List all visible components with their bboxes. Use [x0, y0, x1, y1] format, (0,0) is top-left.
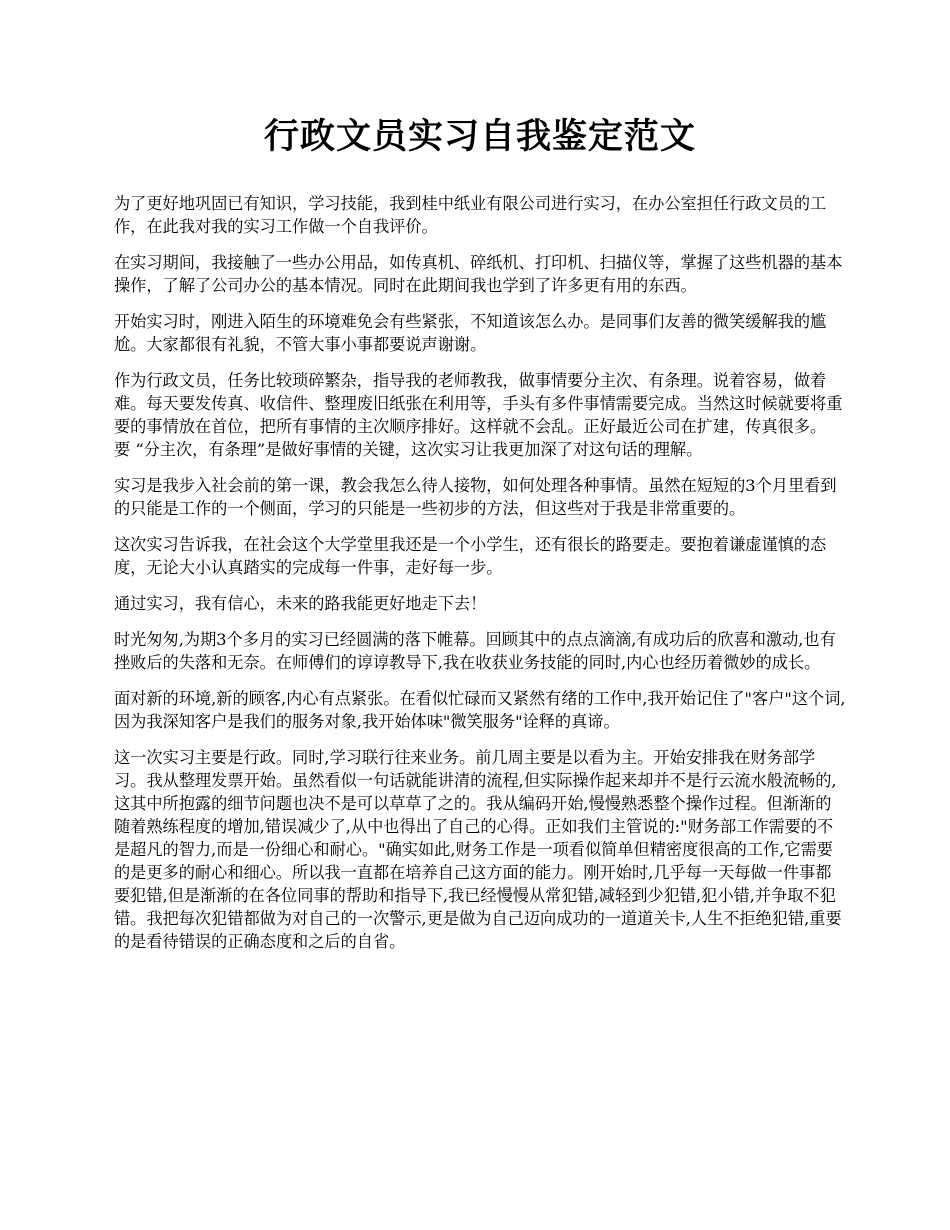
paragraph-10: 这一次实习主要是行政。同时,学习联行往来业务。前几周主要是以看为主。开始安排我在财务部学习。我从整理发票开始。虽然看似一句话就能讲清的流程,但实际操作起来却并不是行云流水般流畅的,这其中所抱露的细节问题也决不是可以草草了之的。我从编码开始,慢慢熟悉整个操作过程。但渐渐的随着熟练程度的增加,错误减少了,从中也得出了自己的心得。正如我们主管说的:"财务部工作需要的不是超凡的智力,而是一份细心和耐心。"确实如此,财务工作是一项看似简单但精密度很高的工作,它需要的是更多的耐心和细心。所以我一直都在培养自己这方面的能力。刚开始时,几乎每一天每做一件事都要犯错,但是渐渐的在各位同事的帮助和指导下,我已经慢慢从常犯错,减轻到少犯错,犯小错,并争取不犯错。我把每次犯错都做为对自己的一次警示,更是做为自己迈向成功的一道道关卡,人生不拒绝犯错,重要的是看待错误的正确态度和之后的自省。: [114, 748, 842, 951]
paragraph-3: 开始实习时，刚进入陌生的环境难免会有些紧张，不知道该怎么办。是同事们友善的微笑缓解我的尴尬。大家都很有礼貌，不管大事小事都要说声谢谢。: [114, 312, 827, 354]
paragraph-6: 这次实习告诉我，在社会这个大学堂里我还是一个小学生，还有很长的路要走。要抱着谦虚谨慎的态度，无论大小认真踏实的完成每一件事，走好每一步。: [114, 535, 827, 577]
paragraph-9: 面对新的环境,新的顾客,内心有点紧张。在看似忙碌而又紧然有绪的工作中,我开始记住了"客户"这个词,因为我深知客户是我们的服务对象,我开始体味"微笑服务"诠释的真谛。: [114, 689, 846, 731]
paragraph-1: 为了更好地巩固已有知识，学习技能，我到桂中纸业有限公司进行实习，在办公室担任行政文员的工作，在此我对我的实习工作做一个自我评价。: [114, 194, 827, 236]
paragraph-4: 作为行政文员，任务比较琐碎繁杂，指导我的老师教我，做事情要分主次、有条理。说着容易，做着难。每天要发传真、收信件、整理废旧纸张在利用等，手头有多件事情需要完成。当然这时候就要将重要的事情放在首位，把所有事情的主次顺序排好。这样就不会乱。正好最近公司在扩建，传真很多。 要 “分主次，有条理”是做好事情的关键，这次实习让我更加深了对这句话的理解。: [114, 371, 843, 459]
document-title: 行政文员实习自我鉴定范文: [263, 116, 696, 157]
paragraph-2: 在实习期间，我接触了一些办公用品，如传真机、碎纸机、打印机、扫描仪等，掌握了这些机器的基本操作，了解了公司办公的基本情况。同时在此期间我也学到了许多更有用的东西。: [114, 253, 843, 295]
paragraph-7: 通过实习，我有信心，未来的路我能更好地走下去！: [114, 594, 487, 613]
paragraph-8: 时光匆匆,为期3个多月的实习已经圆满的落下帷幕。回顾其中的点点滴滴,有成功后的欣喜和激动,也有挫败后的失落和无奈。在师傅们的谆谆教导下,我在收获业务技能的同时,内心也经历着微妙的成长。: [114, 630, 836, 672]
paragraph-5: 实习是我步入社会前的第一课，教会我怎么待人接物，如何处理各种事情。虽然在短短的3个月里看到的只能是工作的一个侧面，学习的只能是一些初步的方法，但这些对于我是非常重要的。: [114, 476, 837, 518]
